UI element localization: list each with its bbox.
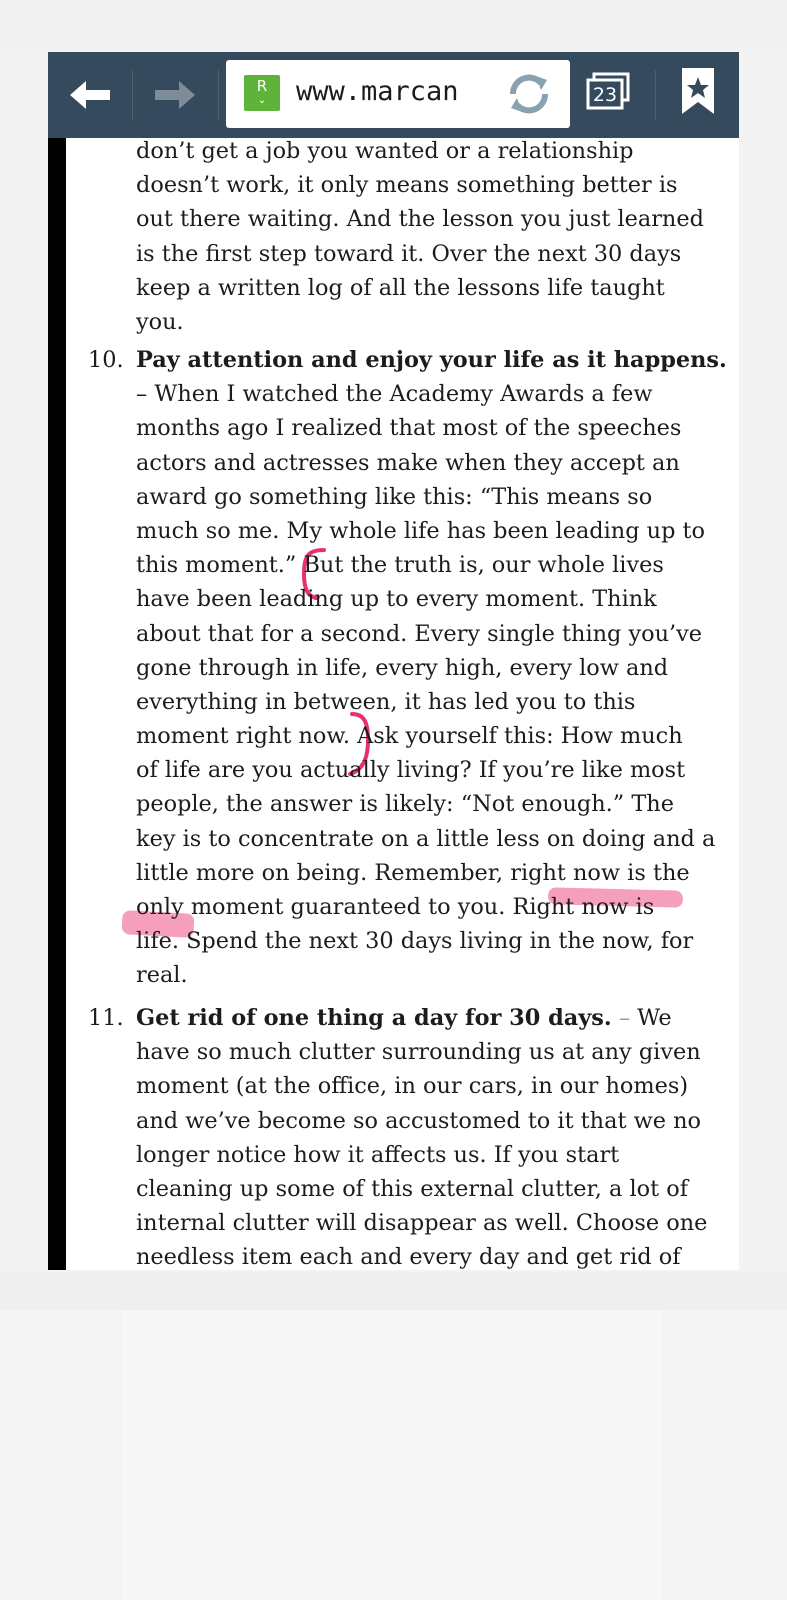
text-line: of life are you actually living? If you’re like most bbox=[136, 757, 686, 784]
text-line: award go something like this: “This means so bbox=[136, 483, 653, 510]
text-line: out there waiting. And the lesson you just learned bbox=[136, 206, 704, 233]
toolbar-divider bbox=[218, 70, 219, 120]
text-line: is the first step toward it. Over the next 30 days bbox=[136, 240, 682, 267]
text-line: key is to concentrate on a little less on doing and a bbox=[136, 825, 716, 852]
text-line: about that for a second. Every single thing you’ve bbox=[136, 620, 703, 647]
tab-count: 23 bbox=[592, 84, 618, 106]
text-line: – When I watched the Academy Awards a few bbox=[136, 381, 653, 408]
left-border-bar bbox=[48, 138, 66, 1270]
text-line: internal clutter will disappear as well. Choose one bbox=[136, 1210, 708, 1237]
text-line: you. bbox=[136, 308, 184, 335]
arrow-left-icon bbox=[68, 78, 112, 112]
text-line: cleaning up some of this external clutter, a lot of bbox=[136, 1175, 688, 1202]
favicon-letter: R bbox=[256, 77, 268, 95]
article-content bbox=[48, 138, 739, 1270]
text-line: doesn’t work, it only means something better is bbox=[136, 172, 678, 199]
tabs-button[interactable] bbox=[576, 52, 654, 138]
text-line: months ago I realized that most of the speeches bbox=[136, 415, 682, 442]
phone-screenshot bbox=[48, 52, 739, 1270]
text-line: gone through in life, every high, every low and bbox=[136, 654, 669, 681]
site-favicon-icon: R ⌄ bbox=[244, 75, 280, 111]
intro-paragraph bbox=[136, 138, 736, 339]
text-line: moment (at the office, in our cars, in our homes) bbox=[136, 1073, 689, 1100]
text-line: people, the answer is likely: “Not enough.” The bbox=[136, 791, 674, 818]
text-line: everything in between, it has led you to this bbox=[136, 688, 636, 715]
title-separator: – bbox=[611, 1005, 638, 1031]
text-line: don’t get a job you wanted or a relationship bbox=[136, 138, 634, 164]
list-item-number: 11. bbox=[88, 1005, 124, 1031]
browser-toolbar bbox=[48, 52, 739, 138]
text-fragment: We bbox=[637, 1005, 672, 1031]
text-line: actors and actresses make when they accept an bbox=[136, 449, 680, 476]
text-line: much so me. My whole life has been leading up to bbox=[136, 517, 706, 544]
text-line: life. Spend the next 30 days living in the now, for bbox=[136, 928, 694, 955]
background-top bbox=[0, 0, 787, 50]
forward-button[interactable] bbox=[133, 52, 217, 138]
bookmark-star-icon bbox=[656, 52, 739, 138]
url-bar[interactable] bbox=[226, 60, 570, 128]
text-line: have been leading up to every moment. Think bbox=[136, 586, 657, 613]
text-line: real. bbox=[136, 962, 188, 989]
back-button[interactable] bbox=[48, 52, 132, 138]
arrow-right-icon bbox=[153, 78, 197, 112]
text-line: this moment.” But the truth is, our whole lives bbox=[136, 552, 664, 579]
reload-icon[interactable] bbox=[503, 68, 555, 120]
text-line: little more on being. Remember, right now is the bbox=[136, 859, 690, 886]
list-item-number: 10. bbox=[88, 347, 124, 373]
text-line: longer notice how it affects us. If you start bbox=[136, 1141, 620, 1168]
text-line: needless item each and every day and get rid of bbox=[136, 1244, 681, 1270]
list-item-title: Get rid of one thing a day for 30 days. bbox=[136, 1005, 612, 1031]
list-item-title: Pay attention and enjoy your life as it happens. bbox=[136, 347, 727, 373]
url-text[interactable]: www.marcan bbox=[296, 76, 459, 107]
text-line: keep a written log of all the lessons life taught bbox=[136, 274, 665, 301]
text-line: have so much clutter surrounding us at any given bbox=[136, 1039, 701, 1066]
text-line: moment right now. Ask yourself this: How much bbox=[136, 723, 683, 750]
text-line: and we’ve become so accustomed to it that we no bbox=[136, 1107, 702, 1134]
background-lower-column bbox=[122, 1310, 662, 1600]
text-line: only moment guaranteed to you. Right now is bbox=[136, 894, 655, 920]
bookmark-button[interactable] bbox=[656, 52, 739, 138]
